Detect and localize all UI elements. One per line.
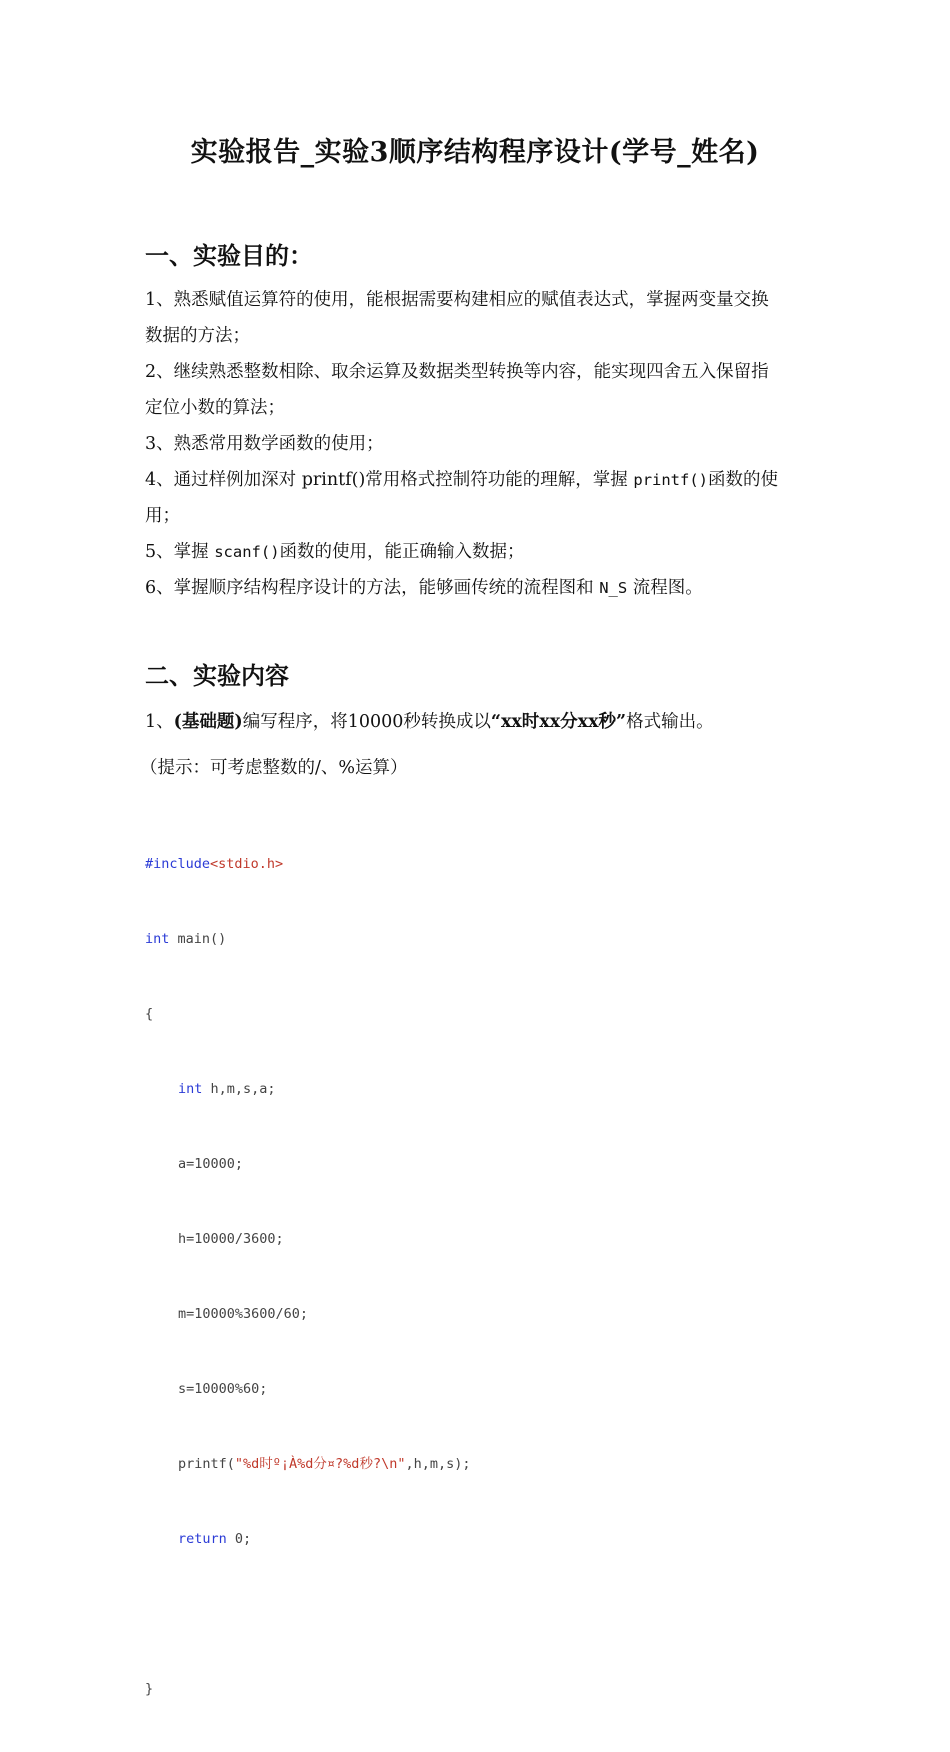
purpose-item-2 [145, 354, 813, 426]
code-int-keyword: int [145, 931, 170, 947]
code-line-assign-a: a=10000; [178, 1156, 244, 1172]
purpose-item-5 [145, 534, 813, 570]
section-heading-content: 二、实验内容 [145, 661, 289, 690]
code-declare-vars: h,m,s,a; [202, 1081, 276, 1097]
task-1-number: 1、 [145, 712, 174, 732]
purpose-item-2-line2: 定位小数的算法； [145, 398, 285, 418]
code-line-declare [145, 1077, 470, 1102]
section-heading-purpose: 一、实验目的： [145, 241, 313, 270]
code-printf-call: printf( [178, 1456, 235, 1472]
purpose-item-3-line1: 3、熟悉常用数学函数的使用； [145, 434, 384, 454]
purpose-item-4 [145, 462, 813, 534]
purpose-item-1 [145, 282, 813, 354]
task-1-hint: （提示：可考虑整数的/、%运算） [140, 758, 408, 778]
code-main-signature: main() [169, 931, 227, 947]
code-line-return [145, 1527, 470, 1552]
task-1-text: 编写程序，将10000秒转换成以 [242, 712, 491, 732]
purpose-item-1-line1: 1、熟悉赋值运算符的使用，能根据需要构建相应的赋值表达式，掌握两变量交换 [145, 290, 769, 310]
purpose-item-4-line1 [145, 462, 813, 498]
purpose-item-4-tail: 函数的使 [708, 470, 779, 490]
document-title: 实验报告_实验3顺序结构程序设计(学号_姓名) [190, 137, 760, 168]
code-line-blank [145, 1602, 470, 1627]
task-1-tag: (基础题) [173, 712, 243, 732]
purpose-item-5-line1 [145, 534, 813, 570]
code-include-header: <stdio.h> [210, 856, 284, 872]
code-return-keyword: return [178, 1531, 227, 1547]
code-line-main [145, 927, 470, 952]
code-line-assign-m: m=10000%3600/60; [178, 1306, 309, 1322]
code-line-assign-s: s=10000%60; [178, 1381, 268, 1397]
purpose-item-6-tail: 流程图。 [627, 578, 703, 598]
task-1 [145, 704, 813, 740]
purpose-item-5-text: 5、掌握 [145, 542, 215, 562]
purpose-item-6-code: N_S [599, 579, 628, 597]
code-line-close-brace: } [145, 1681, 154, 1697]
code-int-keyword: int [178, 1081, 203, 1097]
code-line-open-brace: { [145, 1006, 154, 1022]
code-line-include [145, 852, 470, 877]
code-printf-format: "%d时º¡À%d分¤?%d秒?\n" [234, 1456, 406, 1472]
purpose-item-6-line1 [145, 570, 813, 606]
purpose-item-3 [145, 426, 813, 462]
task-1-tail: 格式输出。 [626, 712, 714, 732]
code-line-printf [145, 1452, 470, 1477]
code-printf-args: ,h,m,s); [405, 1456, 471, 1472]
code-block [145, 802, 470, 1752]
purpose-item-4-line2: 用； [145, 506, 180, 526]
code-return-value: 0; [226, 1531, 252, 1547]
purpose-item-4-text: 4、通过样例加深对 printf()常用格式控制符功能的理解，掌握 [145, 470, 634, 490]
purpose-item-4-code: printf() [633, 471, 709, 489]
purpose-item-6 [145, 570, 813, 606]
purpose-item-5-code: scanf() [214, 543, 280, 561]
purpose-item-1-line2: 数据的方法； [145, 326, 250, 346]
purpose-item-6-text: 6、掌握顺序结构程序设计的方法，能够画传统的流程图和 [145, 578, 600, 598]
purpose-item-5-tail: 函数的使用，能正确输入数据； [279, 542, 525, 562]
task-1-format: “xx时xx分xx秒” [490, 712, 627, 732]
purpose-item-2-line1: 2、继续熟悉整数相除、取余运算及数据类型转换等内容，能实现四舍五入保留指 [145, 362, 769, 382]
code-line-assign-h: h=10000/3600; [178, 1231, 284, 1247]
code-include-directive: #include [145, 856, 211, 872]
